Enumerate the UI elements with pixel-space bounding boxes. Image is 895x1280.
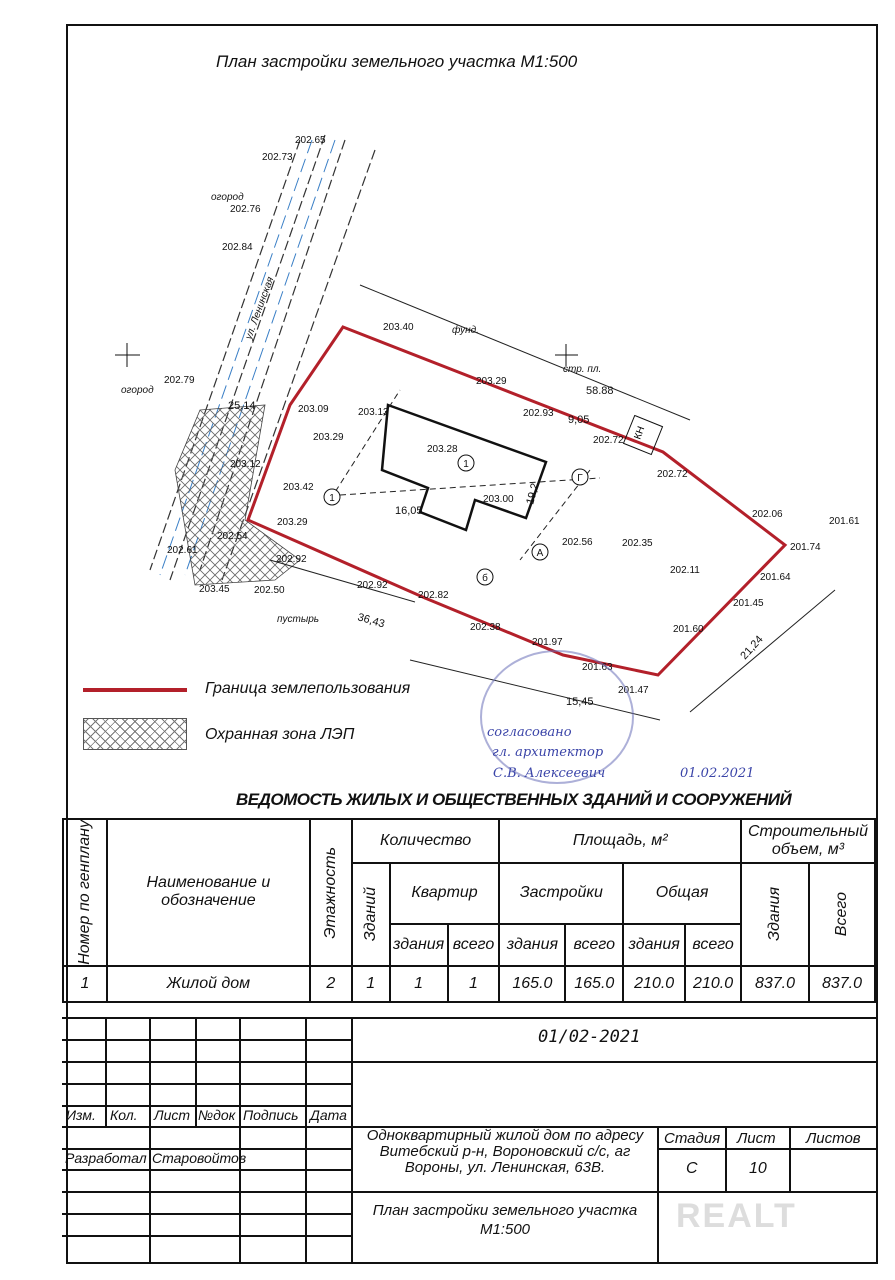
col-data: Дата [310, 1107, 347, 1123]
developed-label: Разработал [65, 1150, 147, 1166]
header-number: Номер по генплану [63, 819, 107, 966]
elev-38: 201.63 [582, 662, 613, 673]
elev-25: 201.74 [790, 542, 821, 553]
site-pl-label: стр. пл. [563, 364, 602, 375]
elev-21: 202.35 [622, 538, 653, 549]
cell-vol-all: 837.0 [809, 966, 875, 1002]
header-area: Площадь, м² [499, 819, 741, 863]
elev-34: 202.92 [357, 580, 388, 591]
elev-24: 201.61 [829, 516, 860, 527]
header-build-all: всего [565, 924, 623, 966]
elev-5: 202.84 [222, 242, 253, 253]
vedomost-title: ВЕДОМОСТЬ ЖИЛЫХ И ОБЩЕСТВЕННЫХ ЗДАНИЙ И СООРУЖЕНИЙ [236, 790, 792, 809]
elev-39: 201.47 [618, 685, 649, 696]
sheet-value: 10 [749, 1160, 767, 1177]
elev-12: 203.09 [298, 404, 329, 415]
elev-19: 203.00 [483, 494, 514, 505]
plan-name-block: План застройки земельного участка М1:500 [372, 1202, 638, 1238]
elev-31: 202.92 [276, 554, 307, 565]
dim-9-05: 9,05 [568, 414, 590, 426]
header-build: Застройки [499, 863, 623, 924]
elev-35: 202.82 [418, 590, 449, 601]
dim-58-88: 58.88 [586, 385, 614, 397]
elev-16: 203.12 [230, 459, 261, 470]
garden-label-1: огород [211, 192, 244, 203]
cell-num: 1 [63, 966, 107, 1002]
axis-1: 1 [329, 493, 335, 504]
header-vol-building: Здания [741, 863, 809, 966]
stamp-date: 01/02-2021 [538, 1027, 641, 1047]
elev-10: 202.72 [657, 469, 688, 480]
header-apt-building: здания [390, 924, 448, 966]
dim-25-14: 25,14 [228, 400, 256, 412]
elev-26: 201.64 [760, 572, 791, 583]
col-izm: Изм. [66, 1107, 96, 1123]
elev-32: 202.50 [254, 585, 285, 596]
handwritten-line-2: гл. архитектор [492, 745, 604, 760]
axis-a: А [536, 548, 544, 559]
elev-7: 203.29 [476, 376, 507, 387]
street-label: ул. Ленинская [243, 275, 277, 342]
header-name: Наименование и обозначение [107, 819, 310, 966]
stage-value: С [686, 1160, 698, 1177]
cell-apt-building: 1 [390, 966, 448, 1002]
header-buildings: Зданий [352, 863, 390, 966]
building-number: 1 [463, 459, 469, 470]
elev-1: 202.73 [262, 152, 293, 163]
cell-floors: 2 [310, 966, 352, 1002]
cell-buildings: 1 [352, 966, 390, 1002]
elev-14: 203.28 [427, 444, 458, 455]
cell-build-building: 165.0 [499, 966, 565, 1002]
developer-name: Старовойтов [152, 1150, 247, 1166]
watermark: REALT [676, 1197, 797, 1235]
plan-title: План застройки земельного участка М1:500 [216, 52, 578, 71]
axis-b: б [482, 573, 488, 584]
header-vol-all: Всего [809, 863, 875, 966]
handwritten-signature: С.В. Алексеевич [493, 766, 606, 781]
elev-29: 202.54 [217, 531, 248, 542]
elev-36: 202.38 [470, 622, 501, 633]
elev-11: 202.79 [164, 375, 195, 386]
dim-15-45: 15,45 [566, 696, 594, 708]
header-total-all: всего [685, 924, 741, 966]
header-apts: Квартир [390, 863, 500, 924]
elev-23: 202.06 [752, 509, 783, 520]
elev-0: 202.65 [295, 135, 326, 146]
elev-18: 203.29 [277, 517, 308, 528]
header-build-building: здания [499, 924, 565, 966]
elev-8: 202.93 [523, 408, 554, 419]
col-kol: Кол. [110, 1107, 138, 1123]
cell-total-all: 210.0 [685, 966, 741, 1002]
col-ndok: №док [198, 1107, 236, 1123]
dim-19-2: 19,2 [524, 481, 542, 506]
project-description: Одноквартирный жилой дом по адресу Витебский р-н, Вороновский с/с, аг Вороны, ул. Ленинская, 63В. [366, 1127, 644, 1176]
elev-4: 202.76 [230, 204, 261, 215]
elev-20: 202.56 [562, 537, 593, 548]
legend-boundary-label: Граница землепользования [205, 680, 411, 697]
stage-label: Стадия [664, 1130, 721, 1147]
wasteland-label: пустырь [277, 614, 320, 625]
sheet-label: Лист [737, 1130, 776, 1147]
fund-label: фунд. [452, 325, 479, 336]
cell-build-all: 165.0 [565, 966, 623, 1002]
cell-apt-all: 1 [448, 966, 500, 1002]
elev-37: 201.97 [532, 637, 563, 648]
header-qty: Количество [352, 819, 500, 863]
cell-total-building: 210.0 [623, 966, 685, 1002]
dim-36-43: 36,43 [356, 611, 386, 631]
elev-17: 203.42 [283, 482, 314, 493]
elev-33: 203.45 [199, 584, 230, 595]
kn-label: КН [632, 425, 648, 442]
elev-30: 202.61 [167, 545, 198, 556]
dim-16-05: 16,05 [395, 505, 423, 517]
elev-6: 203.40 [383, 322, 414, 333]
elev-28: 201.60 [673, 624, 704, 635]
col-podpis: Подпись [243, 1107, 299, 1123]
elev-22: 202.11 [670, 565, 700, 576]
cell-name: Жилой дом [107, 966, 310, 1002]
dim-21-24: 21,24 [738, 633, 766, 663]
handwritten-line-1: согласовано [487, 725, 572, 740]
header-apt-all: всего [448, 924, 500, 966]
legend-lep-label: Охранная зона ЛЭП [205, 726, 355, 743]
axis-g: Г [577, 473, 583, 484]
sheets-label: Листов [806, 1130, 861, 1147]
header-floors: Этажность [310, 819, 352, 966]
garden-label-2: огород [121, 385, 154, 396]
elev-27: 201.45 [733, 598, 764, 609]
handwritten-date: 01.02.2021 [680, 766, 755, 781]
header-total-building: здания [623, 924, 685, 966]
header-total: Общая [623, 863, 741, 924]
header-volume: Строительный объем, м³ [741, 819, 875, 863]
elev-15: 203.29 [313, 432, 344, 443]
cell-vol-building: 837.0 [741, 966, 809, 1002]
elev-13: 203.13 [358, 407, 389, 418]
col-list: Лист [154, 1107, 191, 1123]
elev-9: 202.72 [593, 435, 624, 446]
